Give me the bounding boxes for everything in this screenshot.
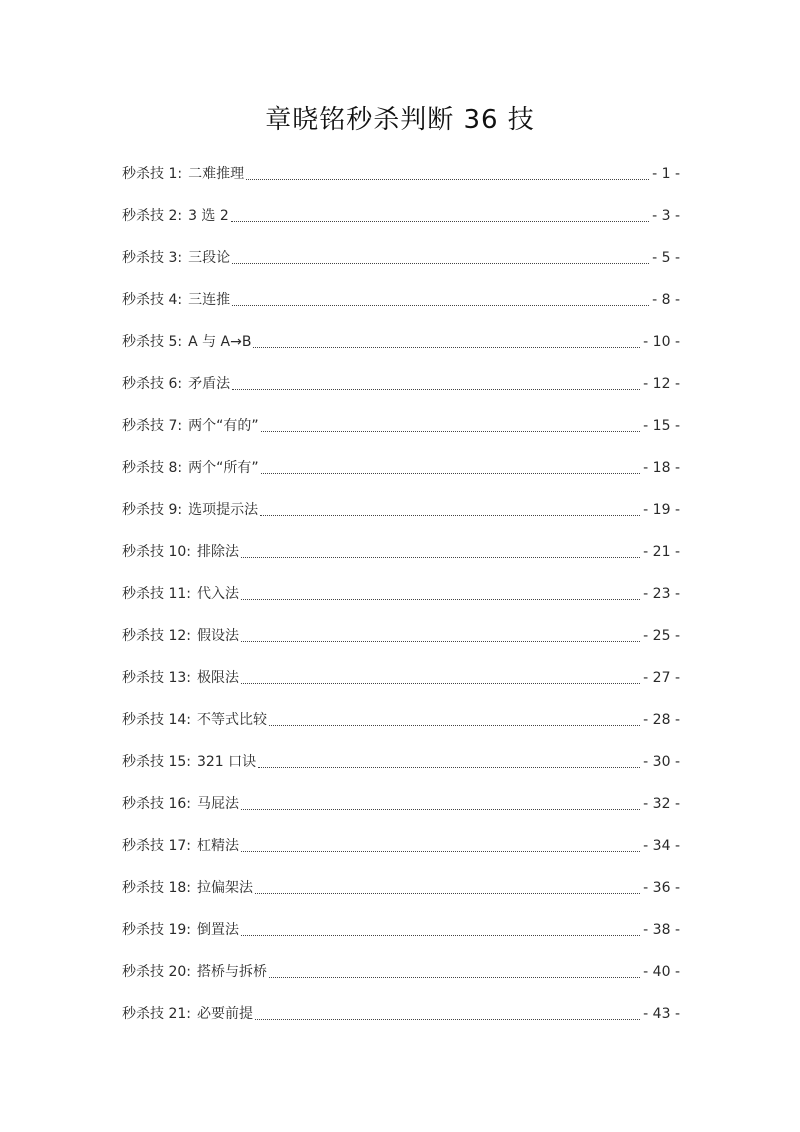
toc-dot-leader [258, 767, 640, 768]
toc-entry[interactable] [122, 439, 680, 481]
toc-entry-page-number: - 23 - [643, 586, 680, 602]
toc-entry[interactable] [122, 145, 680, 187]
toc-entry-number: 秒杀技 2 [122, 208, 178, 224]
toc-entry[interactable] [122, 565, 680, 607]
toc-entry-number: 秒杀技 6 [122, 376, 178, 392]
toc-entry-separator: : [186, 1006, 191, 1022]
toc-entry-separator: : [177, 334, 183, 350]
toc-entry[interactable] [122, 649, 680, 691]
toc-dot-leader [232, 305, 649, 306]
toc-entry-number: 秒杀技 15 [122, 754, 187, 770]
toc-entry-page-number: - 25 - [643, 628, 680, 644]
toc-dot-leader [241, 851, 640, 852]
toc-entry-separator: : [186, 670, 191, 686]
toc-entry-number: 秒杀技 9 [122, 502, 178, 518]
toc-entry[interactable] [122, 271, 680, 313]
toc-entry-separator: : [186, 880, 191, 896]
toc-entry-page-number: - 32 - [643, 796, 680, 812]
toc-entry-page-number: - 43 - [643, 1006, 680, 1022]
table-of-contents [122, 145, 680, 1027]
toc-entry-page-number: - 1 - [652, 166, 680, 182]
toc-entry-title: 假设法 [196, 628, 239, 644]
toc-entry-page-number: - 30 - [643, 754, 680, 770]
toc-entry-number: 秒杀技 18 [122, 880, 187, 896]
toc-entry-page-number: - 3 - [652, 208, 680, 224]
toc-dot-leader [231, 221, 649, 222]
toc-entry-separator: : [186, 712, 191, 728]
toc-entry-page-number: - 28 - [643, 712, 680, 728]
toc-dot-leader [241, 683, 640, 684]
toc-entry-page-number: - 21 - [643, 544, 680, 560]
toc-dot-leader [269, 725, 640, 726]
toc-entry[interactable] [122, 481, 680, 523]
toc-entry-page-number: - 38 - [643, 922, 680, 938]
toc-entry-number: 秒杀技 4 [122, 292, 178, 308]
toc-entry-separator: : [177, 166, 183, 182]
toc-entry-title: 两个“有的” [188, 418, 259, 434]
toc-entry[interactable] [122, 523, 680, 565]
toc-entry-title: 极限法 [196, 670, 239, 686]
toc-dot-leader [241, 557, 640, 558]
toc-entry-separator: : [177, 376, 183, 392]
toc-dot-leader [269, 977, 640, 978]
toc-entry-title: 排除法 [196, 544, 239, 560]
toc-entry[interactable] [122, 775, 680, 817]
toc-entry-page-number: - 5 - [652, 250, 680, 266]
toc-entry[interactable] [122, 733, 680, 775]
toc-entry-separator: : [177, 292, 183, 308]
toc-dot-leader [241, 599, 640, 600]
toc-entry-page-number: - 18 - [643, 460, 680, 476]
toc-entry[interactable] [122, 313, 680, 355]
toc-entry-title: 倒置法 [196, 922, 239, 938]
toc-entry-number: 秒杀技 21 [122, 1006, 187, 1022]
toc-entry-title: 拉偏架法 [196, 880, 253, 896]
toc-entry-page-number: - 36 - [643, 880, 680, 896]
toc-dot-leader [255, 893, 640, 894]
toc-entry-number: 秒杀技 10 [122, 544, 187, 560]
toc-entry-page-number: - 8 - [652, 292, 680, 308]
toc-dot-leader [232, 389, 640, 390]
toc-entry-separator: : [177, 502, 183, 518]
toc-entry-title: 搭桥与拆桥 [196, 964, 267, 980]
page-title: 章晓铭秒杀判断 36 技 [265, 105, 535, 135]
toc-entry-page-number: - 12 - [643, 376, 680, 392]
toc-entry[interactable] [122, 355, 680, 397]
toc-entry[interactable] [122, 607, 680, 649]
toc-entry-separator: : [186, 754, 191, 770]
toc-entry-title: 三段论 [188, 250, 231, 266]
toc-entry-title: 3 选 2 [188, 208, 229, 224]
toc-entry[interactable] [122, 817, 680, 859]
toc-entry-page-number: - 34 - [643, 838, 680, 854]
toc-entry-separator: : [186, 628, 191, 644]
toc-entry-separator: : [177, 208, 183, 224]
toc-entry-separator: : [186, 838, 191, 854]
toc-dot-leader [246, 179, 649, 180]
toc-dot-leader [255, 1019, 640, 1020]
toc-entry-separator: : [186, 796, 191, 812]
toc-entry-title: A 与 A→B [188, 334, 252, 350]
toc-entry-number: 秒杀技 8 [122, 460, 178, 476]
toc-dot-leader [260, 515, 640, 516]
toc-entry-number: 秒杀技 19 [122, 922, 187, 938]
toc-entry-title: 矛盾法 [188, 376, 231, 392]
toc-entry-number: 秒杀技 13 [122, 670, 187, 686]
toc-dot-leader [253, 347, 640, 348]
toc-dot-leader [241, 809, 640, 810]
toc-entry-number: 秒杀技 5 [122, 334, 178, 350]
toc-entry-title: 两个“所有” [188, 460, 259, 476]
toc-entry-number: 秒杀技 20 [122, 964, 187, 980]
toc-entry-number: 秒杀技 17 [122, 838, 187, 854]
toc-entry-title: 不等式比较 [196, 712, 267, 728]
toc-entry-title: 二难推理 [188, 166, 245, 182]
toc-entry[interactable] [122, 397, 680, 439]
toc-entry[interactable] [122, 943, 680, 985]
toc-entry-number: 秒杀技 11 [122, 586, 187, 602]
toc-dot-leader [241, 935, 640, 936]
toc-dot-leader [261, 473, 641, 474]
toc-entry-page-number: - 15 - [643, 418, 680, 434]
toc-entry-separator: : [177, 460, 183, 476]
toc-entry-number: 秒杀技 1 [122, 166, 178, 182]
toc-entry-separator: : [186, 922, 191, 938]
toc-entry-page-number: - 19 - [643, 502, 680, 518]
toc-entry-number: 秒杀技 3 [122, 250, 178, 266]
toc-entry-number: 秒杀技 7 [122, 418, 178, 434]
toc-entry-separator: : [186, 964, 191, 980]
toc-entry-title: 必要前提 [196, 1006, 253, 1022]
toc-entry[interactable] [122, 229, 680, 271]
toc-entry-number: 秒杀技 12 [122, 628, 187, 644]
toc-dot-leader [261, 431, 641, 432]
toc-entry[interactable] [122, 901, 680, 943]
toc-entry-separator: : [186, 586, 191, 602]
toc-entry-separator: : [186, 544, 191, 560]
toc-entry-separator: : [177, 250, 183, 266]
toc-dot-leader [241, 641, 640, 642]
toc-entry-page-number: - 40 - [643, 964, 680, 980]
toc-entry-title: 三连推 [188, 292, 231, 308]
toc-entry-separator: : [177, 418, 183, 434]
toc-entry-title: 选项提示法 [188, 502, 259, 518]
toc-entry-title: 代入法 [196, 586, 239, 602]
toc-dot-leader [232, 263, 649, 264]
toc-entry-number: 秒杀技 14 [122, 712, 187, 728]
toc-entry[interactable] [122, 691, 680, 733]
toc-entry-title: 321 口诀 [196, 754, 257, 770]
toc-entry-title: 马屁法 [196, 796, 239, 812]
toc-entry-title: 杠精法 [196, 838, 239, 854]
toc-entry-page-number: - 27 - [643, 670, 680, 686]
toc-entry-page-number: - 10 - [643, 334, 680, 350]
toc-entry[interactable] [122, 985, 680, 1027]
toc-entry[interactable] [122, 187, 680, 229]
toc-entry[interactable] [122, 859, 680, 901]
toc-entry-number: 秒杀技 16 [122, 796, 187, 812]
